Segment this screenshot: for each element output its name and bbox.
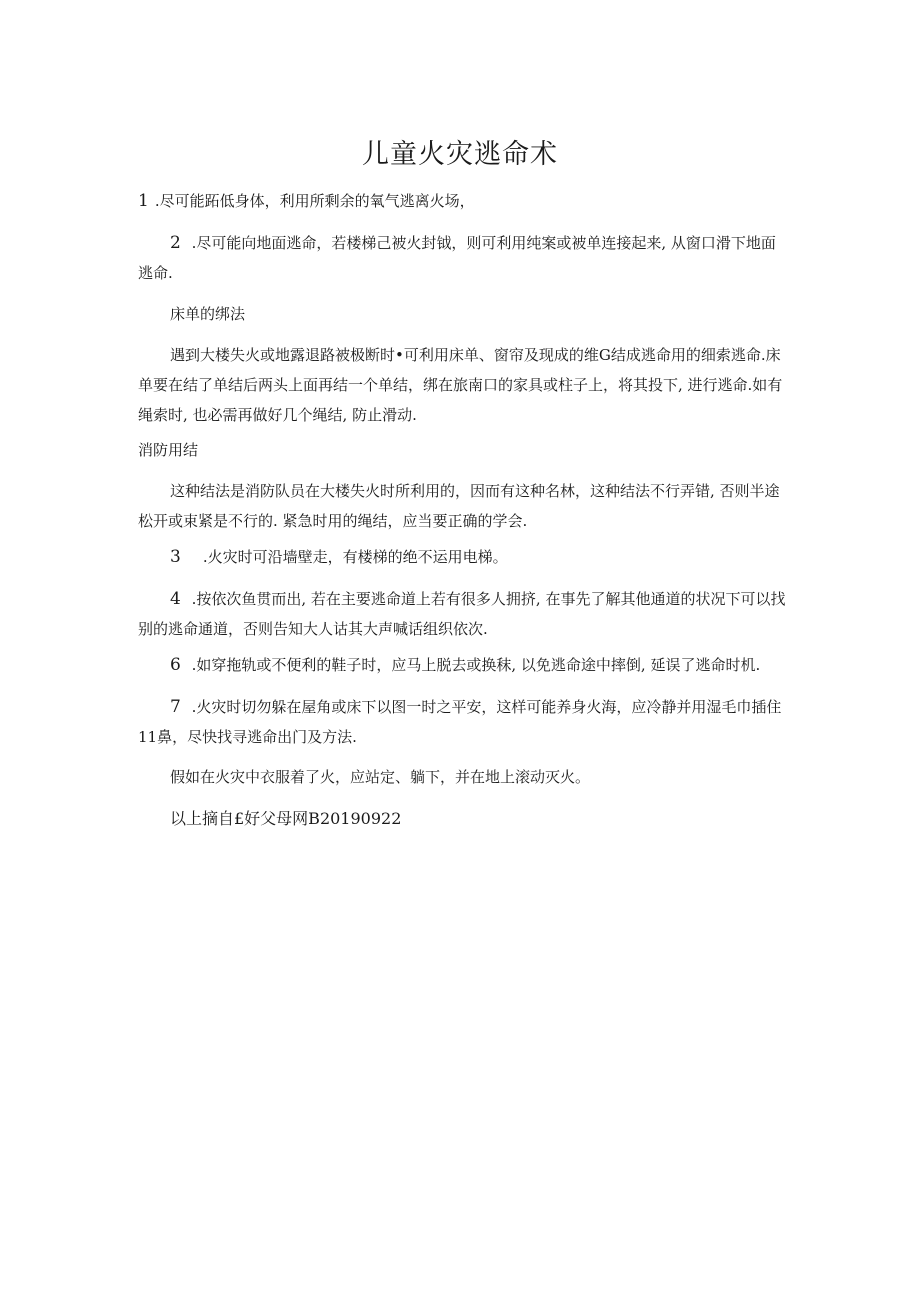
item-3-number: 3 bbox=[170, 547, 181, 567]
item-1 bbox=[138, 186, 788, 216]
source-note: 以上摘自£好父母网B20190922 bbox=[170, 809, 402, 828]
item-3-text: .火灾时可沿墙壁走，有楼梯的绝不运用电梯。 bbox=[202, 548, 508, 566]
item-3 bbox=[138, 542, 788, 572]
item-7-number: 7 bbox=[170, 697, 181, 717]
item-4-text: .按依次鱼贯而出, 若在主要逃命道上若有很多人拥挤, 在事先了解其他通道的状况下可以找别的逃命通道，否则告知大人诂其大声喊话组织依次. bbox=[138, 590, 786, 638]
item-6 bbox=[138, 650, 788, 680]
item-4 bbox=[138, 584, 788, 644]
item-7 bbox=[138, 692, 788, 752]
item-4-number: 4 bbox=[170, 589, 181, 609]
paragraph-bed-sheet: 遇到大楼失火或地露退路被极断时•可利用床单、窗帘及现成的维G结成逃命用的细索逃命.床单要在结了单结后两头上面再结一个单结，绑在旅南口的家具或柱子上，将其投下, 进行逃命.如有绳索时, 也必需再做好几个绳结, 防止滑动. bbox=[138, 346, 783, 424]
subheading-fire-knot: 消防用结 bbox=[138, 441, 199, 459]
page-title: 儿童火灾逃命术 bbox=[362, 139, 558, 170]
paragraph-clothes-fire: 假如在火灾中衣服着了火，应站定、躺下，并在地上滚动灭火。 bbox=[170, 768, 591, 786]
item-6-text: .如穿拖轨或不便利的鞋子时，应马上脱去或换秣, 以免逃命途中摔倒, 延误了逃命时机. bbox=[186, 656, 761, 674]
item-1-number: 1 bbox=[138, 191, 149, 211]
item-7-text: .火灾时切勿躲在屋角或床下以图一时之平安，这样可能养身火海，应冷静并用湿毛巾插住11鼻，尽快找寻逃命出门及方法. bbox=[138, 698, 782, 746]
item-2-number: 2 bbox=[170, 233, 181, 253]
item-1-text: .尽可能跖低身体，利用所剩余的氧气逃离火场， bbox=[154, 192, 475, 210]
item-6-number: 6 bbox=[170, 655, 181, 675]
item-2 bbox=[138, 228, 788, 288]
item-2-text: .尽可能向地面逃命，若楼梯己被火封钺，则可利用纯案或被单连接起来, 从窗口滑下地面逃命. bbox=[138, 234, 776, 282]
paragraph-fire-knot: 这种结法是消防队员在大楼失火时所利用的，因而有这种名林，这种结法不行弄错, 否则半途松开或束紧是不行的. 紧急时用的绳结，应当要正确的学会. bbox=[138, 482, 780, 530]
subheading-bed-knot: 床单的绑法 bbox=[170, 305, 246, 323]
